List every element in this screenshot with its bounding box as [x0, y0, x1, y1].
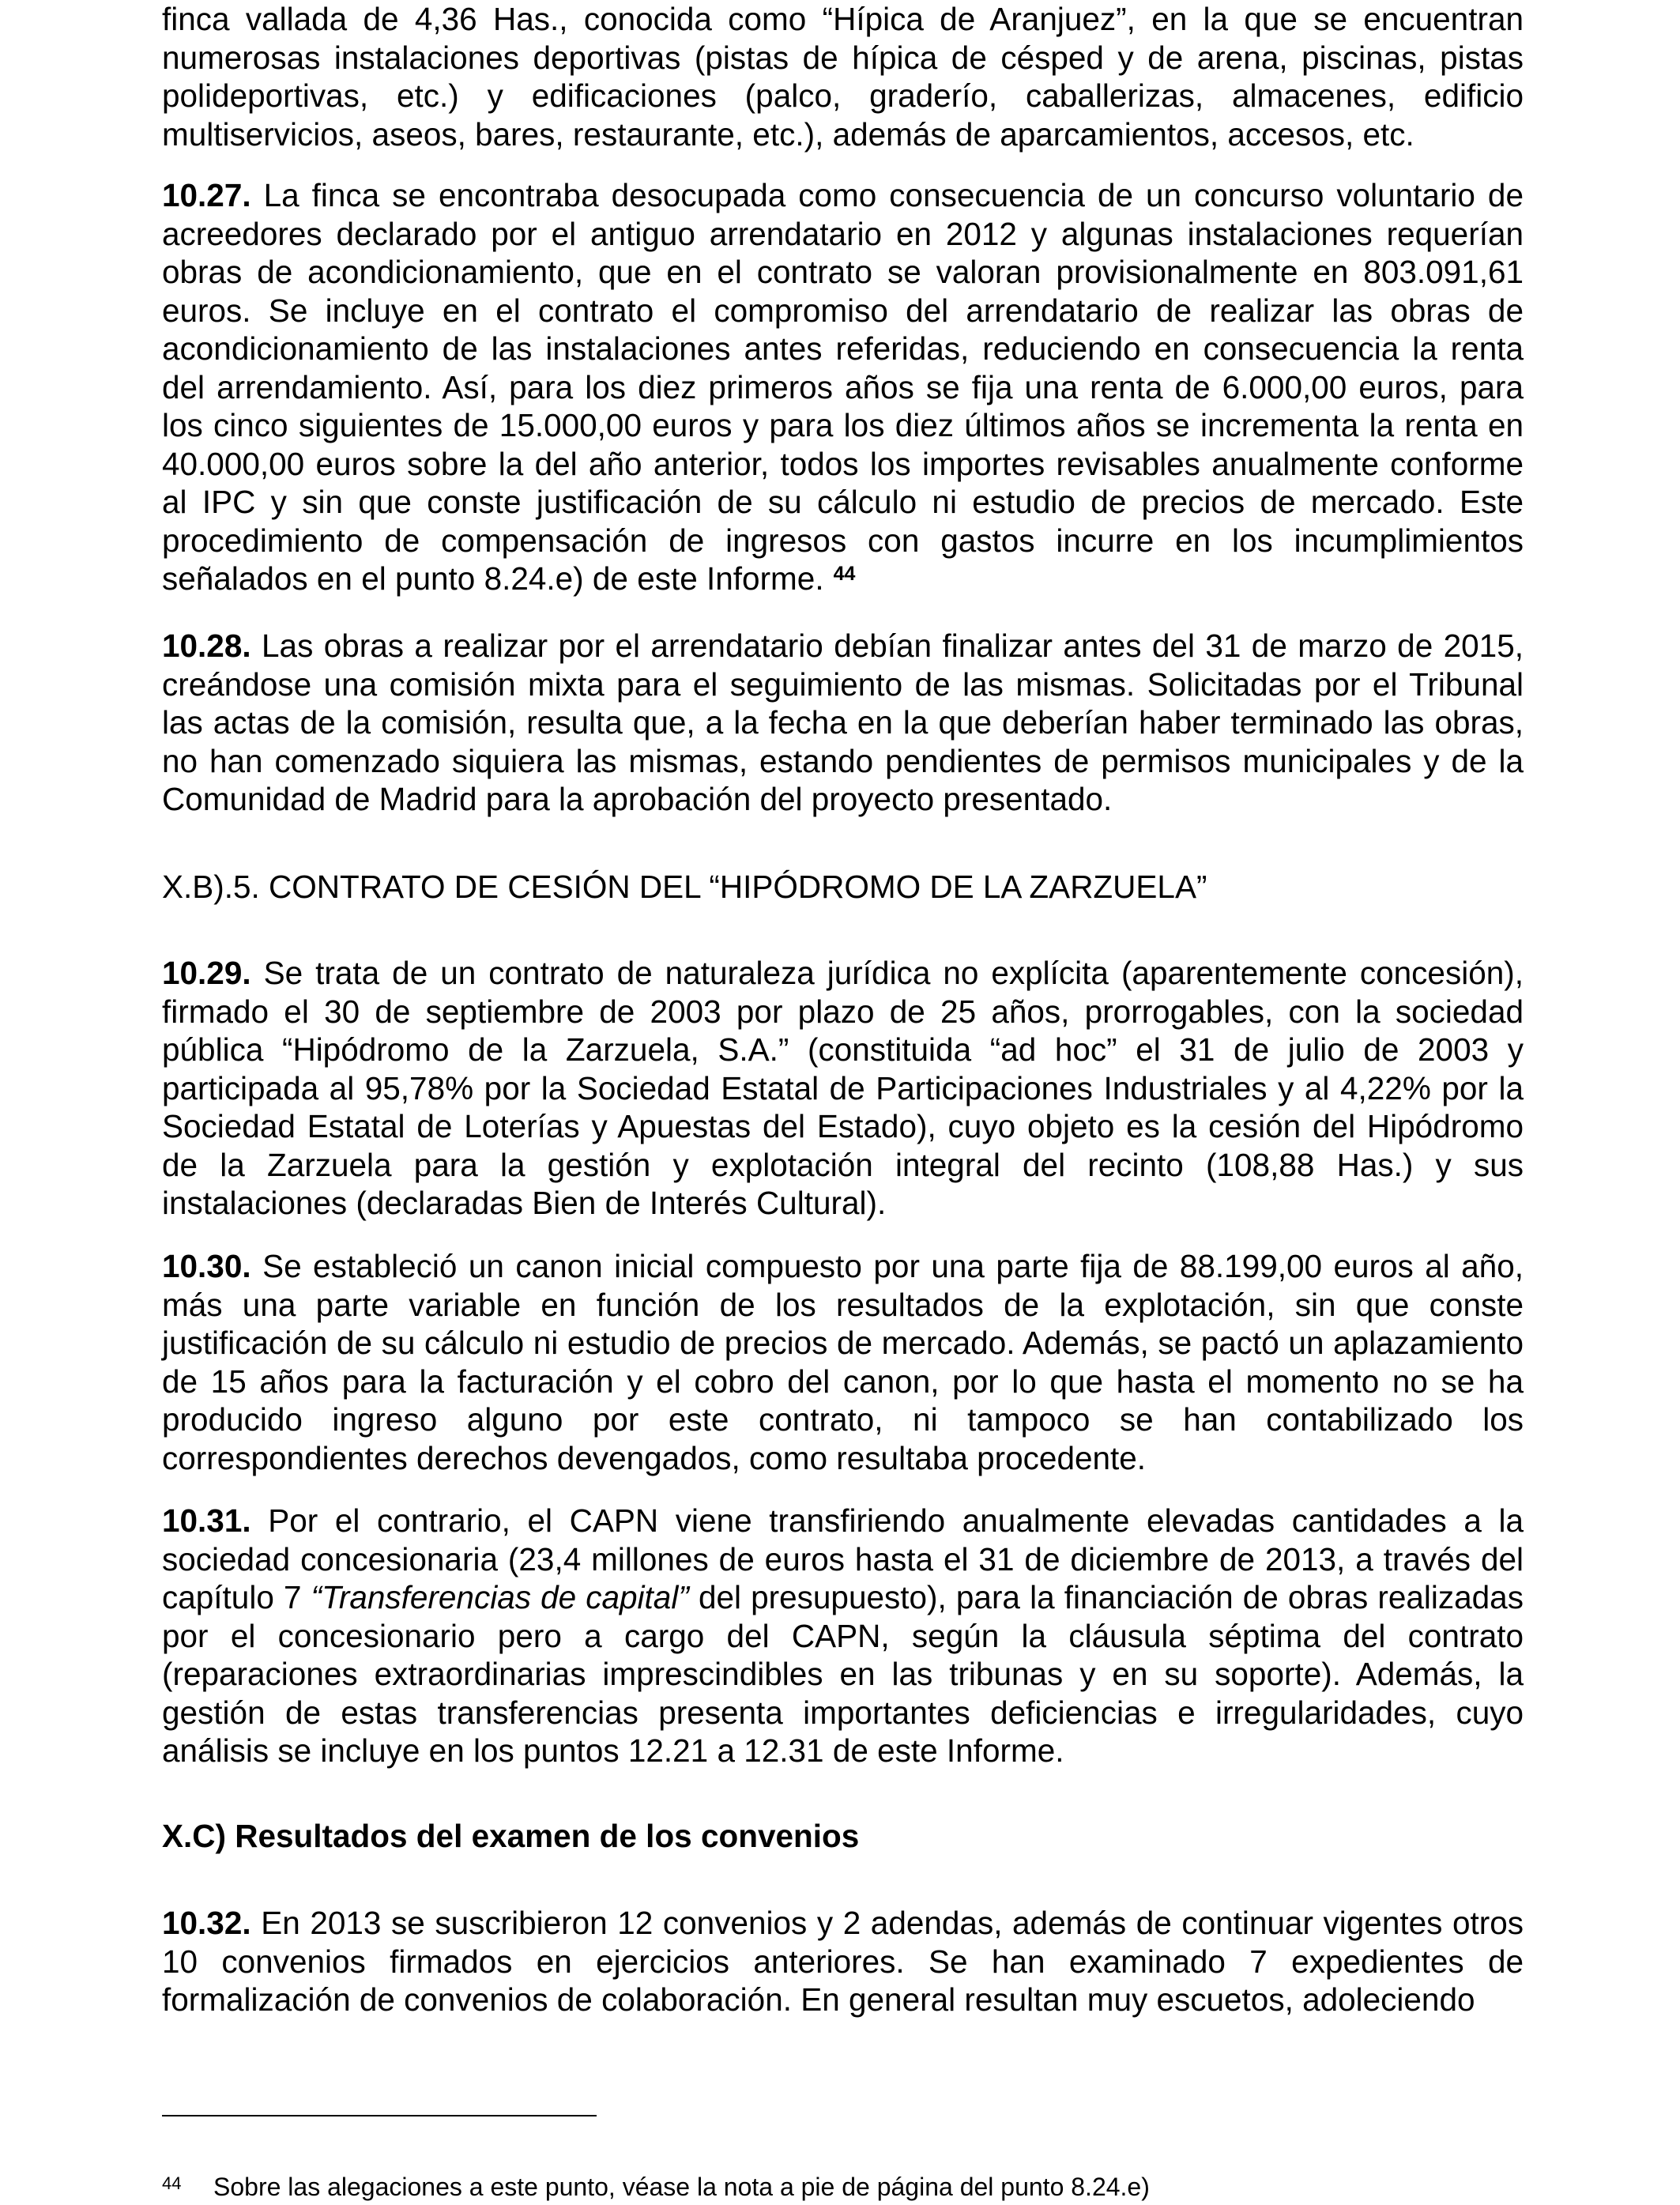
footnote-text: Sobre las alegaciones a este punto, véase la nota a pie de página del punto 8.24.e) [213, 2173, 1150, 2201]
paragraph-text: Por el contrario, el CAPN viene transfiriendo anualmente elevadas cantidades a la sociedad concesionaria (23,4 millones de euros hasta el 31 de diciembre de 2013, a través del capítulo 7 [162, 1502, 1524, 1615]
footnote-number: 44 [162, 2173, 182, 2193]
paragraph-text: finca vallada de 4,36 Has., conocida como “Hípica de Aranjuez”, en la que se encuentran numerosas instalaciones deportivas (pistas de hípica de césped y de arena, piscinas, pistas polideportivas, etc.) y edificaciones (palco, graderío, caballerizas, almacenes, edificio multiservicios, aseos, bares, restaurante, etc.), además de aparcamientos, accesos, etc. [162, 1, 1524, 153]
footnote-separator [162, 2115, 597, 2116]
paragraph-text: Las obras a realizar por el arrendatario debían finalizar antes del 31 de marzo de 2015, creándose una comisión mixta para el seguimiento de las mismas. Solicitadas por el Tribunal las actas de la comisión, resulta que, a la fecha en la que deberían haber terminado las obras, no han comenzado siquiera las mismas, estando pendientes de permisos municipales y de la Comunidad de Madrid para la aprobación del proyecto presentado. [162, 628, 1524, 817]
paragraph-text: La finca se encontraba desocupada como consecuencia de un concurso voluntario de acreedores declarado por el antiguo arrendatario en 2012 y algunas instalaciones requerían obras de acondicionamiento, que en el contrato se valoran provisionalmente en 803.091,61 euros. Se incluye en el contrato el compromiso del arrendatario de realizar las obras de acondicionamiento de las instalaciones antes referidas, reduciendo en consecuencia la renta del arrendamiento. Así, para los diez primeros años se fija una renta de 6.000,00 euros, para los cinco siguientes de 15.000,00 euros y para los diez últimos años se incrementa la renta en 40.000,00 euros sobre la del año anterior, todos los importes revisables anualmente conforme al IPC y sin que conste justificación de su cálculo ni estudio de precios de mercado. Este procedimiento de compensación de ingresos con gastos incurre en los incumplimientos señalados en el punto 8.24.e) de este Informe. [162, 177, 1524, 597]
footnote [162, 2172, 1524, 2205]
paragraph-text: del presupuesto), para la financiación de obras realizadas por el concesionario pero a cargo del CAPN, según la cláusula séptima del contrato (reparaciones extraordinarias imprescindibles en las tribunas y en su soporte). Además, la gestión de estas transferencias presenta importantes deficiencias e irregularidades, cuyo análisis se incluye en los puntos 12.21 a 12.31 de este Informe. [162, 1579, 1524, 1769]
paragraph-number: 10.28. [162, 628, 251, 664]
paragraph-text: Se estableció un canon inicial compuesto por una parte fija de 88.199,00 euros al año, más una parte variable en función de los resultados de la explotación, sin que conste justificación de su cálculo ni estudio de precios de mercado. Además, se pactó un aplazamiento de 15 años para la facturación y el cobro del canon, por lo que hasta el momento no se ha producido ingreso alguno por este contrato, ni tampoco se han contabilizado los correspondientes derechos devengados, como resultaba procedente. [162, 1248, 1524, 1476]
paragraph-number: 10.29. [162, 955, 251, 991]
paragraph-10-30 [162, 1247, 1524, 1477]
footnote-reference[interactable]: 44 [833, 563, 856, 585]
paragraph-number: 10.31. [162, 1502, 251, 1539]
italic-text: “Transferencias de capital” [311, 1579, 689, 1615]
paragraph-number: 10.27. [162, 177, 251, 213]
section-heading: X.B).5. CONTRATO DE CESIÓN DEL “HIPÓDROMO DE LA ZARZUELA” [162, 869, 1207, 905]
paragraph-continuation [162, 0, 1524, 153]
paragraph-10-27 [162, 176, 1524, 598]
section-heading-xc [162, 1817, 1524, 1855]
section-heading-xb5 [162, 868, 1524, 906]
paragraph-10-31 [162, 1502, 1524, 1770]
section-heading: X.C) Resultados del examen de los convenios [162, 1818, 860, 1854]
paragraph-text: Se trata de un contrato de naturaleza jurídica no explícita (aparentemente concesión), firmado el 30 de septiembre de 2003 por plazo de 25 años, prorrogables, con la sociedad pública “Hipódromo de la Zarzuela, S.A.” (constituida “ad hoc” el 31 de julio de 2003 y participada al 95,78% por la Sociedad Estatal de Participaciones Industriales y al 4,22% por la Sociedad Estatal de Loterías y Apuestas del Estado), cuyo objeto es la cesión del Hipódromo de la Zarzuela para la gestión y explotación integral del recinto (108,88 Has.) y sus instalaciones (declaradas Bien de Interés Cultural). [162, 955, 1524, 1221]
paragraph-text: En 2013 se suscribieron 12 convenios y 2 adendas, además de continuar vigentes otros 10 convenios firmados en ejercicios anteriores. Se han examinado 7 expedientes de formalización de convenios de colaboración. En general resultan muy escuetos, adoleciendo [162, 1905, 1524, 2018]
paragraph-number: 10.30. [162, 1248, 251, 1284]
paragraph-number: 10.32. [162, 1905, 251, 1941]
paragraph-10-28 [162, 627, 1524, 819]
paragraph-10-32 [162, 1904, 1524, 2019]
paragraph-10-29 [162, 954, 1524, 1223]
